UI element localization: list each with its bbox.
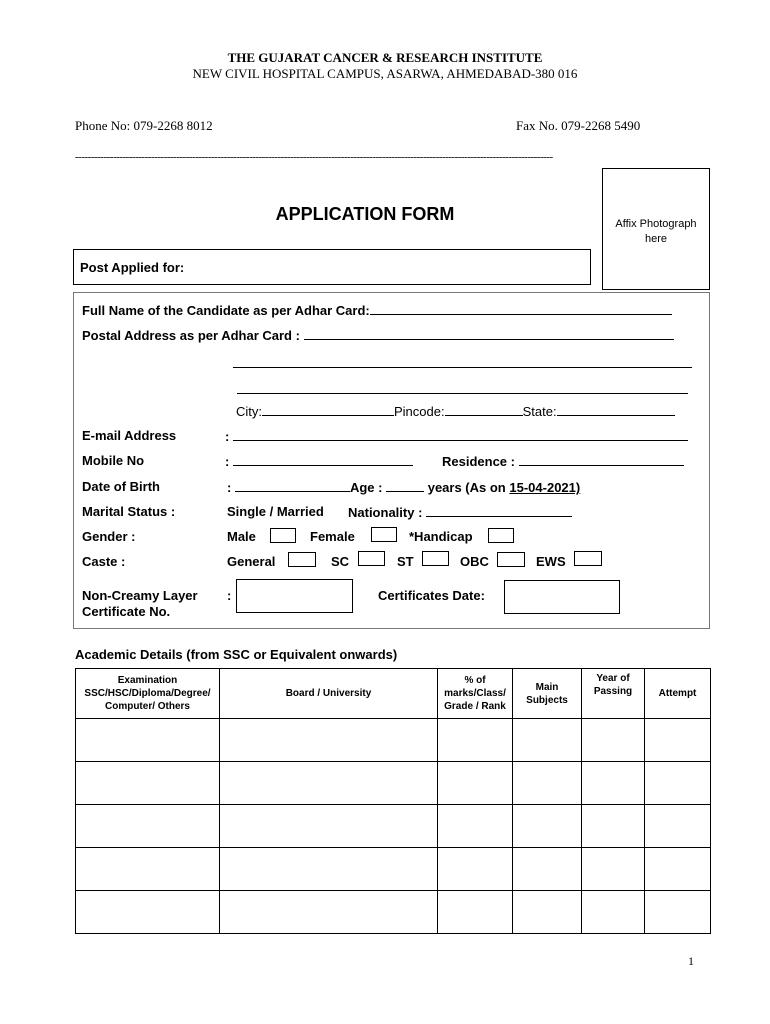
table-cell[interactable] (513, 848, 582, 891)
state-label: State: (522, 404, 557, 419)
residence-row[interactable] (442, 453, 684, 469)
institute-address: NEW CIVIL HOSPITAL CAMPUS, ASARWA, AHMEDABAD-380 016 (192, 66, 578, 81)
table-cell[interactable] (513, 891, 582, 934)
academic-heading: Academic Details (from SSC or Equivalent onwards) (75, 647, 398, 662)
nationality-label: Nationality : (348, 505, 423, 520)
phone-number: Phone No: 079-2268 8012 (75, 118, 213, 133)
ncl-label-line2: Certificate No. (82, 604, 171, 619)
postal-address-row[interactable] (82, 327, 674, 343)
full-name-line[interactable] (370, 302, 672, 315)
sc-label: SC (331, 554, 350, 569)
obc-checkbox[interactable] (497, 552, 525, 567)
nationality-line[interactable] (426, 504, 572, 517)
dob-line[interactable] (235, 479, 350, 492)
col-examination: Examination SSC/HSC/Diploma/Degree/ Computer/ Others (76, 669, 220, 719)
ncl-colon: : (227, 588, 232, 603)
mobile-row[interactable] (225, 453, 413, 469)
male-checkbox[interactable] (270, 528, 296, 543)
residence-label: Residence : (442, 454, 515, 469)
table-cell[interactable] (582, 891, 645, 934)
mobile-label: Mobile No (82, 453, 145, 468)
ncl-label (82, 588, 198, 620)
table-cell[interactable] (76, 719, 220, 762)
postal-address-line2[interactable] (233, 367, 692, 368)
dob-row[interactable] (227, 479, 580, 495)
certificates-date-input[interactable] (504, 580, 620, 614)
academic-table (75, 668, 711, 934)
post-applied-field[interactable] (73, 249, 591, 285)
city-label: City: (236, 404, 262, 419)
ews-label: EWS (536, 554, 566, 569)
female-checkbox[interactable] (371, 527, 397, 542)
table-cell[interactable] (645, 762, 711, 805)
table-cell[interactable] (438, 805, 513, 848)
st-checkbox[interactable] (422, 551, 449, 566)
years-as-on: years (As on (427, 480, 506, 495)
table-cell[interactable] (438, 762, 513, 805)
photo-box (602, 168, 710, 290)
residence-line[interactable] (519, 453, 684, 466)
table-cell[interactable] (438, 719, 513, 762)
email-line[interactable] (233, 428, 688, 441)
obc-label: OBC (460, 554, 489, 569)
table-cell[interactable] (645, 848, 711, 891)
fax-number: Fax No. 079-2268 5490 (516, 118, 641, 133)
photo-label-line2: here (644, 233, 668, 245)
full-name-row[interactable] (82, 302, 672, 318)
general-checkbox[interactable] (288, 552, 316, 567)
age-line[interactable] (386, 479, 424, 492)
table-row (76, 762, 711, 805)
table-cell[interactable] (645, 719, 711, 762)
table-cell[interactable] (220, 848, 438, 891)
academic-header-row (76, 669, 711, 719)
table-cell[interactable] (582, 805, 645, 848)
general-label: General (227, 554, 276, 569)
table-cell[interactable] (438, 891, 513, 934)
table-row (76, 848, 711, 891)
photo-label-line1: Affix Photograph (615, 218, 697, 230)
table-cell[interactable] (582, 762, 645, 805)
ncl-label-line1: Non-Creamy Layer (82, 588, 198, 603)
female-label: Female (310, 529, 355, 544)
table-cell[interactable] (513, 762, 582, 805)
caste-label: Caste : (82, 554, 126, 569)
nationality-row[interactable] (348, 504, 572, 520)
dob-colon: : (227, 480, 232, 495)
handicap-label: *Handicap (409, 529, 473, 544)
table-cell[interactable] (645, 891, 711, 934)
gender-label: Gender : (82, 529, 136, 544)
certificates-date-label: Certificates Date: (378, 588, 485, 603)
col-marks: % of marks/Class/ Grade / Rank (438, 669, 513, 719)
city-row[interactable] (236, 403, 675, 419)
sc-checkbox[interactable] (358, 551, 385, 566)
table-cell[interactable] (582, 848, 645, 891)
page-number: 1 (688, 954, 694, 968)
col-board: Board / University (220, 669, 438, 719)
separator-line: ------------------------------------------------------------------------------------------------------------------------------------------------------- (75, 151, 553, 163)
post-applied-label: Post Applied for: (80, 260, 185, 275)
table-cell[interactable] (220, 762, 438, 805)
table-cell[interactable] (76, 891, 220, 934)
full-name-label: Full Name of the Candidate as per Adhar Card: (82, 303, 370, 318)
as-on-date: 15-04-2021) (509, 480, 581, 495)
institute-name: THE GUJARAT CANCER & RESEARCH INSTITUTE (227, 50, 543, 65)
ews-checkbox[interactable] (574, 551, 602, 566)
email-label: E-mail Address (82, 428, 177, 443)
email-colon: : (225, 429, 230, 444)
table-cell[interactable] (582, 719, 645, 762)
table-cell[interactable] (76, 762, 220, 805)
postal-address-line1[interactable] (304, 327, 674, 340)
email-row[interactable] (225, 428, 688, 444)
st-label: ST (397, 554, 414, 569)
postal-address-line3[interactable] (237, 393, 688, 394)
mobile-line[interactable] (233, 453, 413, 466)
table-cell[interactable] (645, 805, 711, 848)
col-attempt: Attempt (645, 669, 711, 719)
state-line[interactable] (557, 403, 675, 416)
handicap-checkbox[interactable] (488, 528, 514, 543)
marital-options[interactable]: Single / Married (227, 504, 324, 519)
table-cell[interactable] (220, 891, 438, 934)
table-row (76, 719, 711, 762)
col-subjects: Main Subjects (513, 669, 582, 719)
table-cell[interactable] (76, 848, 220, 891)
col-year: Year of Passing (582, 669, 645, 719)
pincode-label: Pincode: (394, 404, 445, 419)
marital-status-label: Marital Status : (82, 504, 176, 519)
table-cell[interactable] (438, 848, 513, 891)
postal-address-label: Postal Address as per Adhar Card : (82, 328, 300, 343)
city-line[interactable] (262, 403, 394, 416)
table-cell[interactable] (220, 719, 438, 762)
table-cell[interactable] (513, 805, 582, 848)
table-cell[interactable] (220, 805, 438, 848)
age-label: Age : (349, 480, 383, 495)
form-title: APPLICATION FORM (275, 204, 455, 224)
table-row (76, 891, 711, 934)
table-cell[interactable] (76, 805, 220, 848)
dob-label: Date of Birth (82, 479, 160, 494)
mobile-colon: : (225, 454, 230, 469)
table-row (76, 805, 711, 848)
table-cell[interactable] (513, 719, 582, 762)
pincode-line[interactable] (445, 403, 523, 416)
ncl-certificate-input[interactable] (236, 579, 353, 613)
male-label: Male (227, 529, 256, 544)
